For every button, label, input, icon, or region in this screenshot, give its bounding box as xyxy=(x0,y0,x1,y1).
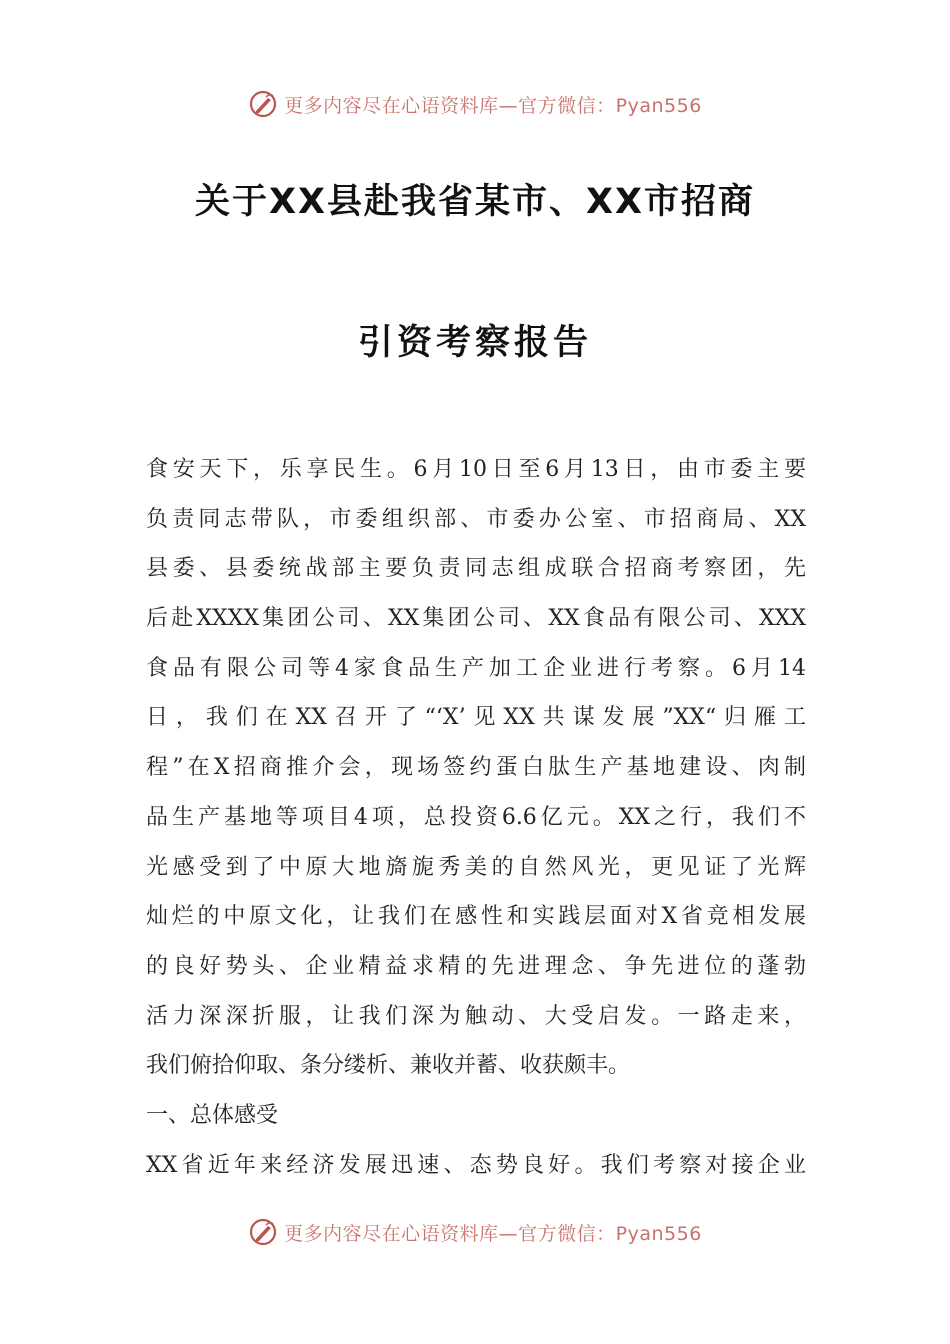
watermark-text: 更多内容尽在心语资料库—官方微信：Pyan556 xyxy=(284,1222,702,1245)
body-line: 食安天下，乐享民生。6月10日至6月13日，由市委主要 xyxy=(146,457,806,482)
body-line: 活力深深折服，让我们深为触动、大受启发。一路走来， xyxy=(146,1003,806,1029)
watermark-banner-top xyxy=(0,84,950,124)
pen-circle-logo-icon xyxy=(248,89,278,119)
watermark-banner-bottom xyxy=(0,1212,950,1252)
body-line: 品生产基地等项目4项，总投资6.6亿元。XX之行，我们不 xyxy=(146,804,806,830)
body-line: 灿烂的中原文化，让我们在感性和实践层面对X省竞相发展 xyxy=(146,904,806,930)
watermark-text: 更多内容尽在心语资料库—官方微信：Pyan556 xyxy=(284,94,702,117)
body-line: 县委、县委统战部主要负责同志组成联合招商考察团，先 xyxy=(146,556,806,582)
body-line: 后赴XXXX集团公司、XX集团公司、XX食品有限公司、XXX xyxy=(146,606,806,632)
body-line: 光感受到了中原大地旖旎秀美的自然风光，更见证了光辉 xyxy=(146,854,806,880)
body-line: 负责同志带队，市委组织部、市委办公室、市招商局、XX xyxy=(146,506,806,532)
body-line: 我们俯拾仰取、条分缕析、兼收并蓄、收获颇丰。 xyxy=(146,1053,631,1079)
body-line: 食品有限公司等4家食品生产加工企业进行考察。6月14 xyxy=(146,655,806,681)
document-title-line-2: 引资考察报告 xyxy=(357,323,592,363)
body-line: 程”在X招商推介会，现场签约蛋白肽生产基地建设、肉制 xyxy=(146,755,806,781)
body-line: 的良好势头、企业精益求精的先进理念、争先进位的蓬勃 xyxy=(146,953,806,979)
document-body xyxy=(146,445,806,1190)
document-title-line-1: 关于XX县赴我省某市、XX市招商 xyxy=(195,182,755,222)
section-heading: 一、总体感受 xyxy=(146,1102,279,1128)
pen-circle-logo-icon xyxy=(248,1217,278,1247)
body-line: 日，我们在XX召开了“‘X’见XX共谋发展”XX“归雁工 xyxy=(146,705,806,731)
body-line: XX省近年来经济发展迅速、态势良好。我们考察对接企业 xyxy=(146,1152,806,1178)
